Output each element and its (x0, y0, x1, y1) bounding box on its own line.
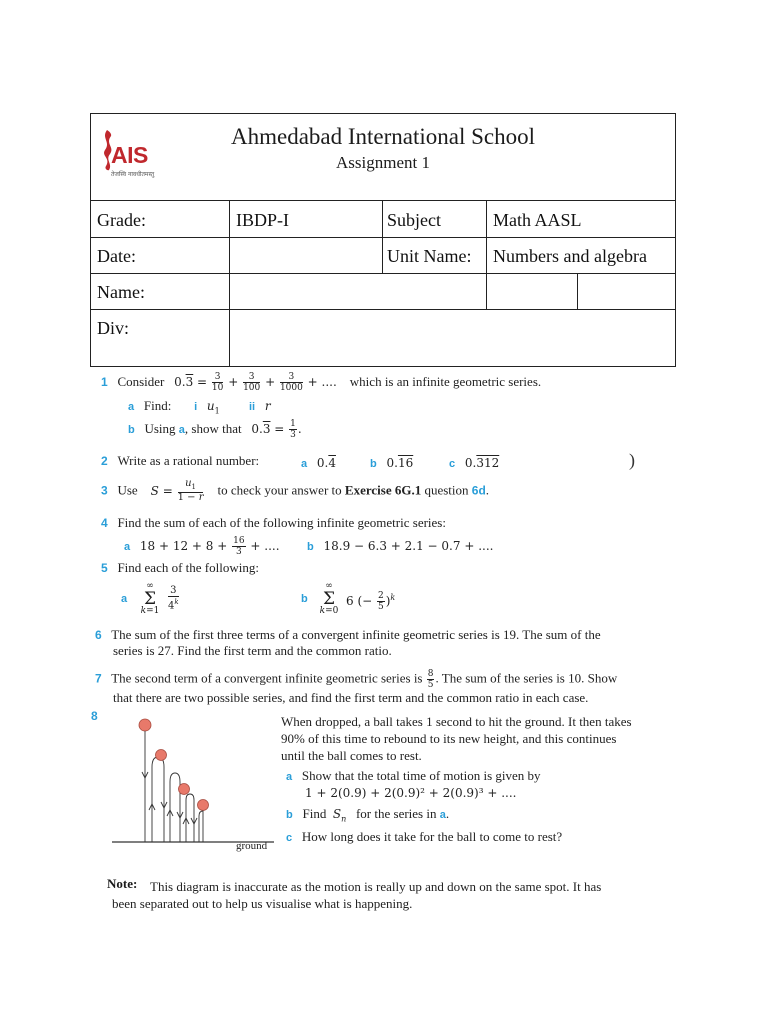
q2a-repeating: 4 (328, 456, 336, 470)
q2b-prefix: 0. (386, 456, 398, 470)
q7-text-line: The second term of a convergent infinite geometric series is (111, 670, 423, 686)
ball-icon (139, 719, 151, 731)
q8a-series: 1 + 2(0.9) + 2(0.9)² + 2(0.9)³ + .... (305, 786, 517, 800)
divider (91, 273, 675, 274)
q3-text: to check your answer to (217, 482, 342, 498)
ground-label: ground (236, 840, 268, 852)
q4-part-a: a 18 + 12 + 8 + $\frac{16}{3}$ + .... (124, 536, 280, 557)
part-label: a (286, 771, 293, 783)
ball-icon (198, 800, 209, 811)
note-text-line: This diagram is inaccurate as the motion is really up and down on the same spot. It has (150, 879, 602, 894)
q1-intro: Consider (117, 374, 165, 389)
logo-tagline: तेजस्वि नावधीतमस्तु (111, 171, 155, 178)
subject-value: Math AASL (493, 210, 582, 230)
q2-text: Write as a rational number: (117, 453, 260, 468)
part-label: i (194, 401, 198, 413)
unit-value: Numbers and algebra (493, 246, 647, 266)
q5a-term: $\frac{3}{4^k}$ (168, 585, 179, 612)
q8-text-line: When dropped, a ball takes 1 second to hit the ground. It then takes (281, 714, 632, 729)
q2a-prefix: 0. (316, 456, 329, 470)
question-1 (101, 372, 541, 393)
divider (382, 200, 383, 273)
q3-text: question (424, 482, 469, 498)
q3-formula: S = $\frac{u_1}{1 - r}$ (150, 478, 204, 503)
name-label: Name: (97, 282, 145, 302)
part-reference: a (439, 809, 446, 821)
question-number: 2 (101, 454, 108, 468)
q2c-repeating: 312 (476, 456, 500, 470)
question-4 (101, 515, 446, 531)
question-number: 8 (91, 709, 98, 723)
question-number: 6 (95, 628, 102, 642)
divider (91, 237, 675, 238)
q1a-i-subscript: 1 (214, 406, 220, 416)
q6-text-line: The sum of the first three terms of a convergent infinite geometric series is 19. The sum of the (111, 627, 601, 642)
q1-part-b (128, 419, 302, 440)
logo-text: AIS (111, 142, 148, 168)
q8c-text: How long does it take for the ball to come to rest? (301, 829, 563, 844)
question-number: 4 (101, 516, 108, 530)
q1a-i-value: u (206, 399, 215, 413)
q8a-text: Show that the total time of motion is given by (301, 768, 541, 783)
question-number: 3 (101, 483, 108, 498)
q2-part-b (370, 455, 413, 471)
q8-part-c (286, 829, 562, 845)
q8-part-a (286, 768, 541, 784)
q4b-series: 18.9 − 6.3 + 2.1 − 0.7 + .... (323, 539, 494, 553)
q8-text-line: 90% of this time to rebound to its new height, and this continues (281, 731, 617, 746)
question-number: 7 (95, 671, 102, 686)
question-3: 3 Use S = $\frac{u_1}{1 - r}$ to check your answer to Exercise 6G.1 question 6d. (101, 478, 490, 503)
stray-mark: ) (629, 450, 635, 470)
question-number: 5 (101, 561, 108, 575)
unit-label: Unit Name: (387, 246, 472, 266)
question-number: 1 (101, 375, 108, 389)
ball-icon (179, 784, 190, 795)
part-label: b (301, 593, 308, 605)
part-label: b (370, 458, 377, 470)
q2-part-a (301, 455, 336, 471)
q2-part-c (449, 455, 499, 471)
q5-part-a (121, 582, 201, 622)
q4-text: Find the sum of each of the following infinite geometric series: (117, 515, 446, 530)
q1a-ii-value: r (264, 399, 271, 413)
q1-description: which is an infinite geometric series. (349, 374, 542, 389)
q4a-series-end: + .... (250, 539, 280, 553)
q1b-text: Using (144, 421, 176, 436)
q1b-text: , show that (184, 421, 242, 436)
school-name: Ahmedabad International School (230, 124, 536, 149)
header-table (90, 113, 676, 367)
note-label: Note: (107, 876, 138, 891)
divider (91, 309, 675, 310)
q1b-expression: 0.3 = $\frac{1}{3}$ . (251, 419, 302, 440)
question-6 (95, 627, 601, 659)
part-label: b (307, 541, 314, 553)
question-2 (101, 453, 259, 469)
part-label: a (121, 593, 128, 605)
q2b-repeating: 16 (397, 456, 414, 470)
q5-part-b (301, 582, 421, 622)
summation-symbol: ∞ Σ k=0 (319, 581, 339, 616)
q6-text-line: series is 27. Find the first term and the common ratio. (113, 643, 392, 658)
part-label: a (128, 401, 135, 413)
q4-part-b (307, 538, 493, 554)
part-label: ii (248, 401, 256, 413)
divider (486, 200, 487, 309)
summation-symbol: ∞ Σ k=1 (140, 581, 160, 616)
part-reference: a (178, 424, 185, 436)
q8-text-line: until the ball comes to rest. (281, 748, 422, 763)
bouncing-ball-diagram (108, 712, 278, 858)
grade-label: Grade: (97, 210, 146, 230)
q8b-text: Find (302, 806, 327, 821)
divider (229, 200, 230, 366)
part-label: b (286, 809, 293, 821)
part-label: b (128, 424, 135, 436)
date-label: Date: (97, 246, 136, 266)
q7-text-line: . The sum of the series is 10. Show (435, 670, 618, 686)
q8b-text: for the series in (355, 806, 437, 821)
q5b-term: 6 (− $\frac{2}{5}$ )$^k$ (346, 591, 396, 612)
div-label: Div: (97, 318, 130, 338)
q3-exercise-ref: Exercise 6G.1 (344, 482, 422, 498)
assignment-title: Assignment 1 (336, 153, 430, 172)
ball-path (170, 773, 180, 842)
q8-part-b: b Find $S_n$ for the series in a. (286, 806, 450, 824)
subject-label: Subject (387, 210, 441, 230)
q7-text-line: that there are two possible series, and find the first term and the common ratio in each case. (113, 690, 589, 705)
question-5 (101, 560, 259, 576)
part-label: a (301, 458, 308, 470)
ball-path (145, 731, 164, 842)
q4a-series: 18 + 12 + 8 + (139, 539, 228, 553)
q3-question-ref: 6d (471, 483, 486, 498)
q1-part-a (128, 398, 271, 415)
q1-series: 0.3 = $\frac{3}{10}$ + $\frac{3}{100}$ + $\frac{3}{1000}$ + .... (174, 372, 337, 393)
divider (577, 273, 578, 309)
q2c-prefix: 0. (464, 456, 477, 470)
q5-text: Find each of the following: (117, 560, 259, 575)
q1a-text: Find: (143, 398, 172, 413)
divider (91, 200, 675, 201)
q3-text: Use (117, 482, 138, 498)
part-label: c (449, 458, 456, 470)
question-7: 7 The second term of a convergent infinite geometric series is $\frac{8}{5}$ . The sum of the series is 10. Show that there are two possible series, and find the first term and the common ratio in each case. (95, 669, 618, 705)
part-label: c (286, 832, 293, 844)
grade-value: IBDP-I (236, 210, 289, 230)
q8-text (281, 713, 632, 764)
note-text-line: been separated out to help us visualise what is happening. (112, 896, 413, 911)
ball-icon (156, 750, 167, 761)
part-label: a (124, 541, 131, 553)
ball-path (199, 811, 203, 842)
ball-path (186, 794, 194, 842)
